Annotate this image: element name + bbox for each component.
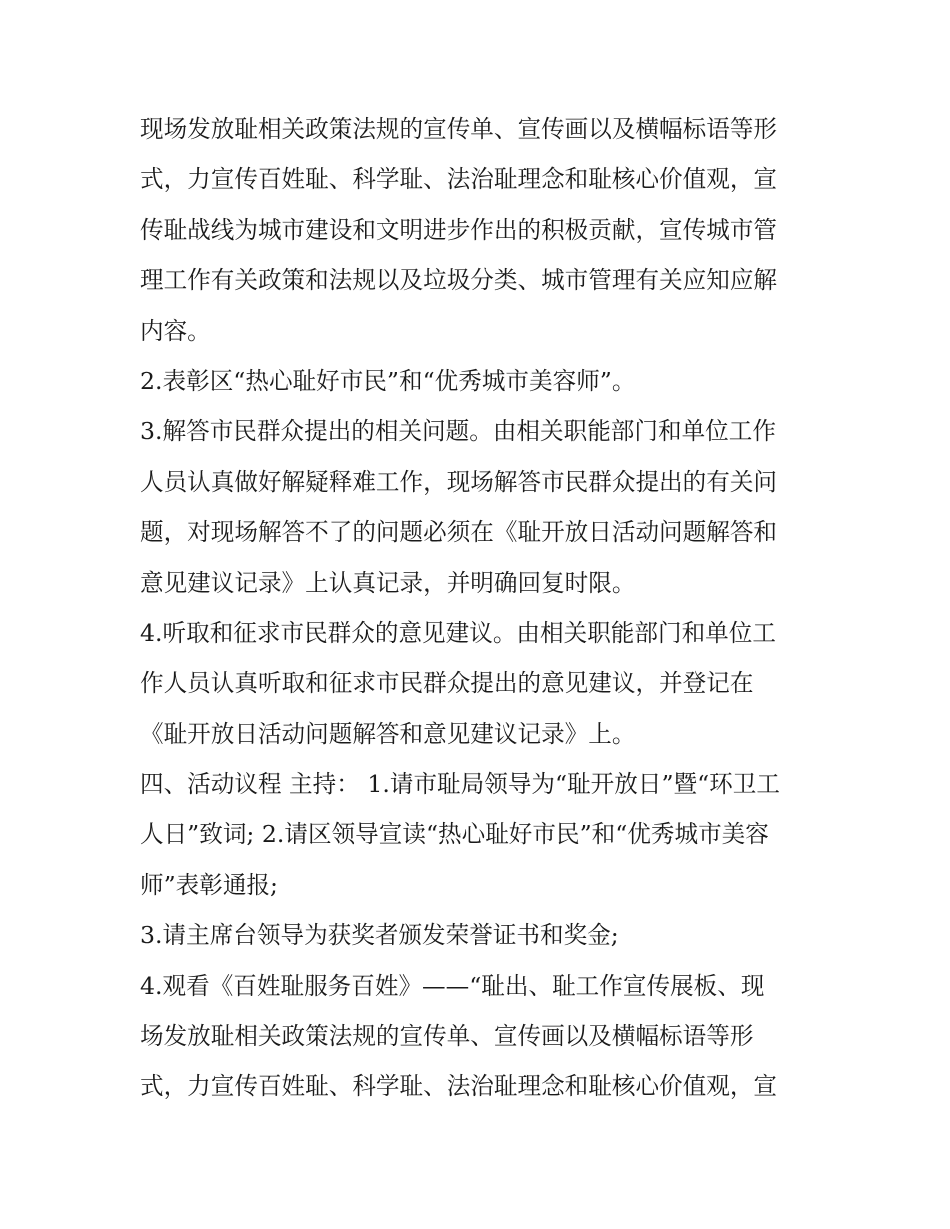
- text-line: 人日”致词; 2.请区领导宣读“热心耻好市民”和“优秀城市美容: [140, 820, 769, 849]
- document-body: [140, 104, 820, 1112]
- text-line: 2.表彰区“热心耻好市民”和“优秀城市美容师”。: [140, 366, 636, 395]
- text-line: 作人员认真听取和征求市民群众提出的意见建议，并登记在: [140, 669, 754, 698]
- text-line: 意见建议记录》上认真记录，并明确回复时限。: [140, 568, 636, 597]
- text-line: 场发放耻相关政策法规的宣传单、宣传画以及横幅标语等形: [140, 1022, 754, 1051]
- text-line: 人员认真做好解疑释难工作，现场解答市民群众提出的有关问: [140, 467, 778, 496]
- text-line: 3.请主席台领导为获奖者颁发荣誉证书和奖金;: [140, 921, 619, 950]
- text-line: 理工作有关政策和法规以及垃圾分类、城市管理有关应知应解: [140, 266, 778, 295]
- text-line: 题，对现场解答不了的问题必须在《耻开放日活动问题解答和: [140, 518, 778, 547]
- text-line: 四、活动议程 主持： 1.请市耻局领导为“耻开放日”暨“环卫工: [140, 770, 780, 799]
- text-line: 4.观看《百姓耻服务百姓》——“耻出、耻工作宣传展板、现: [140, 971, 765, 1000]
- text-line: 式，力宣传百姓耻、科学耻、法治耻理念和耻核心价值观，宣: [140, 165, 778, 194]
- text-line: 内容。: [140, 316, 211, 345]
- text-line: 《耻开放日活动问题解答和意见建议记录》上。: [140, 719, 636, 748]
- text-line: 现场发放耻相关政策法规的宣传单、宣传画以及横幅标语等形: [140, 115, 778, 143]
- text-line: 4.听取和征求市民群众的意见建议。由相关职能部门和单位工: [140, 618, 776, 647]
- text-line: 传耻战线为城市建设和文明进步作出的积极贡献，宣传城市管: [140, 215, 778, 244]
- text-line: 3.解答市民群众提出的相关问题。由相关职能部门和单位工作: [140, 417, 776, 446]
- text-line: 式，力宣传百姓耻、科学耻、法治耻理念和耻核心价值观，宣: [140, 1072, 778, 1101]
- text-line: 师”表彰通报;: [140, 870, 278, 899]
